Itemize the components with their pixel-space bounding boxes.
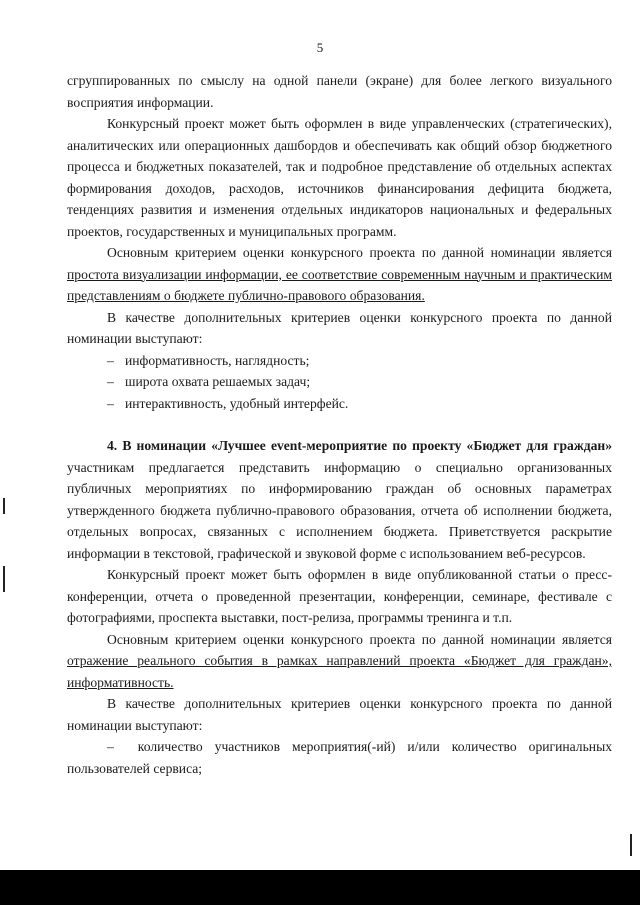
paragraph-participants-count: – количество участников мероприятия(-ий) и/или количество оригинальных пользователей сервиса; bbox=[67, 739, 612, 776]
criterion-lead-text: Основным критерием оценки конкурсного проекта по данной номинации является bbox=[107, 245, 612, 260]
paragraph-dashboards: Конкурсный проект может быть оформлен в виде управленческих (стратегических), аналитических или операционных дашбордов и обеспечивать как общий обзор бюджетного процесса и бюджетных показателей, так и подробное представление об отдельных аспектах формирования доходов, расходов, источников финансирования дефицита бюджета, тенденциях развития и изменения отдельных индикаторов национальных и федеральных проектов, государственных и муниципальных программ. bbox=[67, 116, 612, 239]
paragraph-main-criterion-2 bbox=[67, 629, 612, 694]
criterion-underlined-text: отражение реального события в рамках направлений проекта «Бюджет для граждан», информативность. bbox=[67, 653, 612, 690]
nomination-title: 4. В номинации «Лучшее event-мероприятие по проекту «Бюджет для граждан» bbox=[107, 438, 612, 453]
scan-artifact bbox=[3, 498, 5, 514]
paragraph-main-criterion-1 bbox=[67, 242, 612, 307]
document-body bbox=[67, 70, 612, 779]
criteria-list bbox=[67, 350, 612, 415]
paragraph-additional-criteria-1: В качестве дополнительных критериев оценки конкурсного проекта по данной номинации выступают: bbox=[67, 309, 612, 346]
participants-text: количество участников мероприятия(-ий) и/или количество оригинальных пользователей сервиса; bbox=[67, 739, 612, 776]
page-number: 5 bbox=[316, 40, 324, 55]
criterion-lead-text: Основным критерием оценки конкурсного проекта по данной номинации является bbox=[107, 631, 612, 647]
list-item: – широта охвата решаемых задач; bbox=[107, 371, 612, 393]
scan-bottom-border bbox=[0, 870, 640, 905]
paragraph-additional-criteria-2: В качестве дополнительных критериев оценки конкурсного проекта по данной номинации выступают: bbox=[67, 696, 612, 733]
scan-artifact bbox=[3, 566, 5, 592]
nomination-description: участникам предлагается представить информацию о специально организованных публичных мероприятиях по информированию граждан об основных параметрах утвержденного бюджета публично-правового образования, отчета об исполнении бюджета, отдельных вопросах, связанных с исполнением бюджета. Приветствуется раскрытие информации в текстовой, графической и звуковой форме с использованием веб-ресурсов. bbox=[67, 459, 612, 561]
paragraph-project-format: Конкурсный проект может быть оформлен в виде опубликованной статьи о пресс-конференции, отчета о проведенной презентации, конференции, семинаре, фестивале с фотографиями, проспекта выставки, пост-релиза, программы тренинга и т.п. bbox=[67, 567, 612, 625]
list-item: – информативность, наглядность; bbox=[107, 350, 612, 372]
paragraph-nomination-4 bbox=[67, 435, 612, 564]
criterion-underlined-text: простота визуализации информации, ее соответствие современным научным и практическим представлениям о бюджете публично-правового образования. bbox=[67, 266, 612, 303]
scan-artifact bbox=[630, 834, 632, 856]
list-item: – интерактивность, удобный интерфейс. bbox=[107, 393, 612, 415]
paragraph-continuation: сгруппированных по смыслу на одной панели (экране) для более легкого визуального восприятия информации. bbox=[67, 73, 612, 110]
